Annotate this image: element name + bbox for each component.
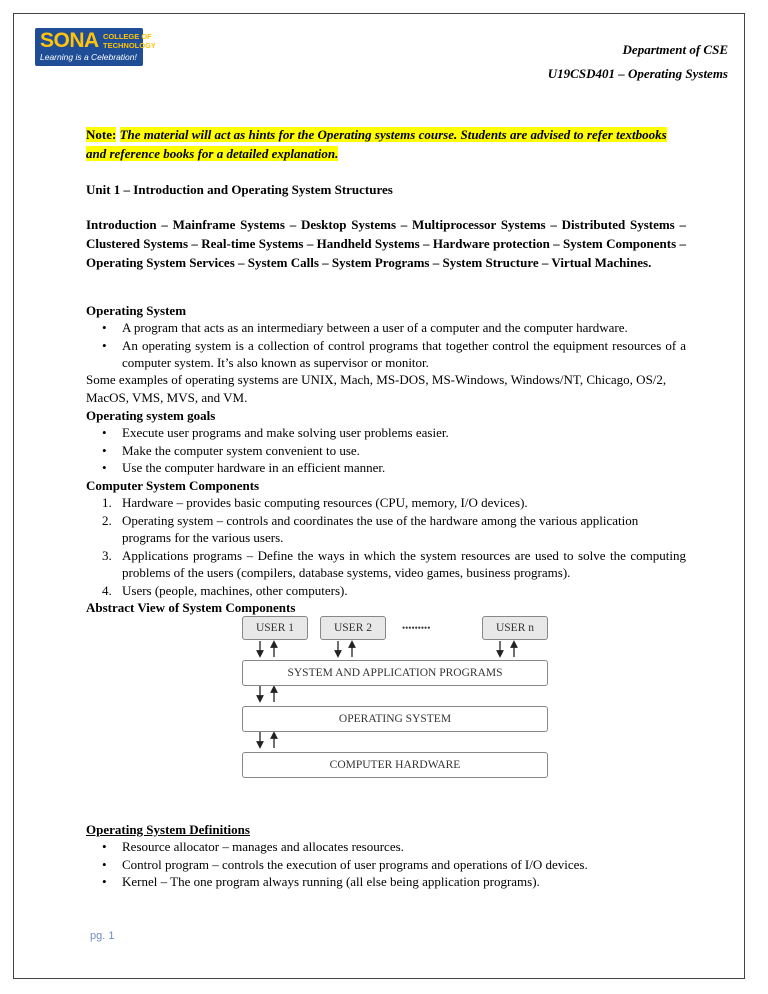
note-text: The material will act as hints for the Operating systems course. Students are advised to refer textbooks and reference books for a detailed explanation. [86, 127, 667, 161]
note-label: Note: [86, 127, 117, 142]
logo-name: SONA [40, 29, 99, 52]
list-item: • Execute user programs and make solving user problems easier. [102, 425, 449, 440]
goals-list [86, 424, 686, 477]
layer-operating-system: OPERATING SYSTEM [242, 706, 548, 732]
list-item: • Use the computer hardware in an efficient manner. [102, 460, 386, 475]
logo-college: COLLEGE OF TECHNOLOGY [103, 32, 156, 50]
list-item: • Kernel – The one program always running (all else being application programs). [102, 874, 540, 889]
list-item: • Make the computer system convenient to use. [102, 442, 360, 458]
logo-tagline: Learning is a Celebration! [40, 52, 137, 62]
list-item: 1. Hardware – provides basic computing resources (CPU, memory, I/O devices). [102, 495, 528, 510]
list-item: • Resource allocator – manages and allocates resources. [102, 839, 404, 854]
header-department: Department of CSE [622, 42, 728, 57]
components-list [86, 494, 686, 599]
system-components-diagram [240, 614, 550, 806]
note-paragraph [86, 125, 686, 163]
usern-box: USER n [482, 616, 548, 640]
list-item: 4. Users (people, machines, other computers). [102, 582, 348, 598]
abstract-heading: Abstract View of System Components [86, 600, 296, 615]
os-examples: Some examples of operating systems are UNIX, Mach, MS-DOS, MS-Windows, Windows/NT, Chicago, OS/2, MacOS, VMS, MVS, and VM. [86, 372, 667, 405]
goals-heading: Operating system goals [86, 408, 216, 423]
os-heading: Operating System [86, 303, 187, 318]
definitions-list [86, 838, 686, 891]
page-number: pg. 1 [90, 930, 115, 942]
college-logo [35, 28, 156, 66]
syllabus-text: Introduction – Mainframe Systems – Desktop Systems – Multiprocessor Systems – Distributed Systems – Clustered Systems – Real-time Systems – Handheld Systems – Hardware protection – System Components – Operating System Services – System Calls – System Programs – System Structure – Virtual Machines. [86, 217, 686, 270]
user1-box: USER 1 [242, 616, 308, 640]
list-item: • A program that acts as an intermediary between a user of a computer and the computer hardware. [102, 320, 628, 335]
layer-computer-hardware: COMPUTER HARDWARE [242, 752, 548, 778]
header-course: U19CSD401 – Operating Systems [547, 66, 728, 81]
definitions-heading: Operating System Definitions [86, 822, 250, 837]
os-bullet-list [86, 319, 686, 372]
list-item: 3. Applications programs – Define the ways in which the system resources are used to solve the computing problems of the users (compilers, database systems, video games, business programs). [102, 547, 686, 580]
ellipsis-dots: ••••••••• [402, 623, 431, 633]
list-item: • Control program – controls the execution of user programs and operations of I/O devices. [102, 856, 588, 872]
user2-box: USER 2 [320, 616, 386, 640]
list-item: 2. Operating system – controls and coordinates the use of the hardware among the various application programs for the various users. [102, 512, 639, 545]
layer-system-programs: SYSTEM AND APPLICATION PROGRAMS [242, 660, 548, 686]
unit-title: Unit 1 – Introduction and Operating System Structures [86, 182, 393, 197]
components-heading: Computer System Components [86, 478, 260, 493]
list-item: • An operating system is a collection of control programs that together control the equipment resources of a computer system. It’s also known as supervisor or monitor. [102, 337, 686, 370]
